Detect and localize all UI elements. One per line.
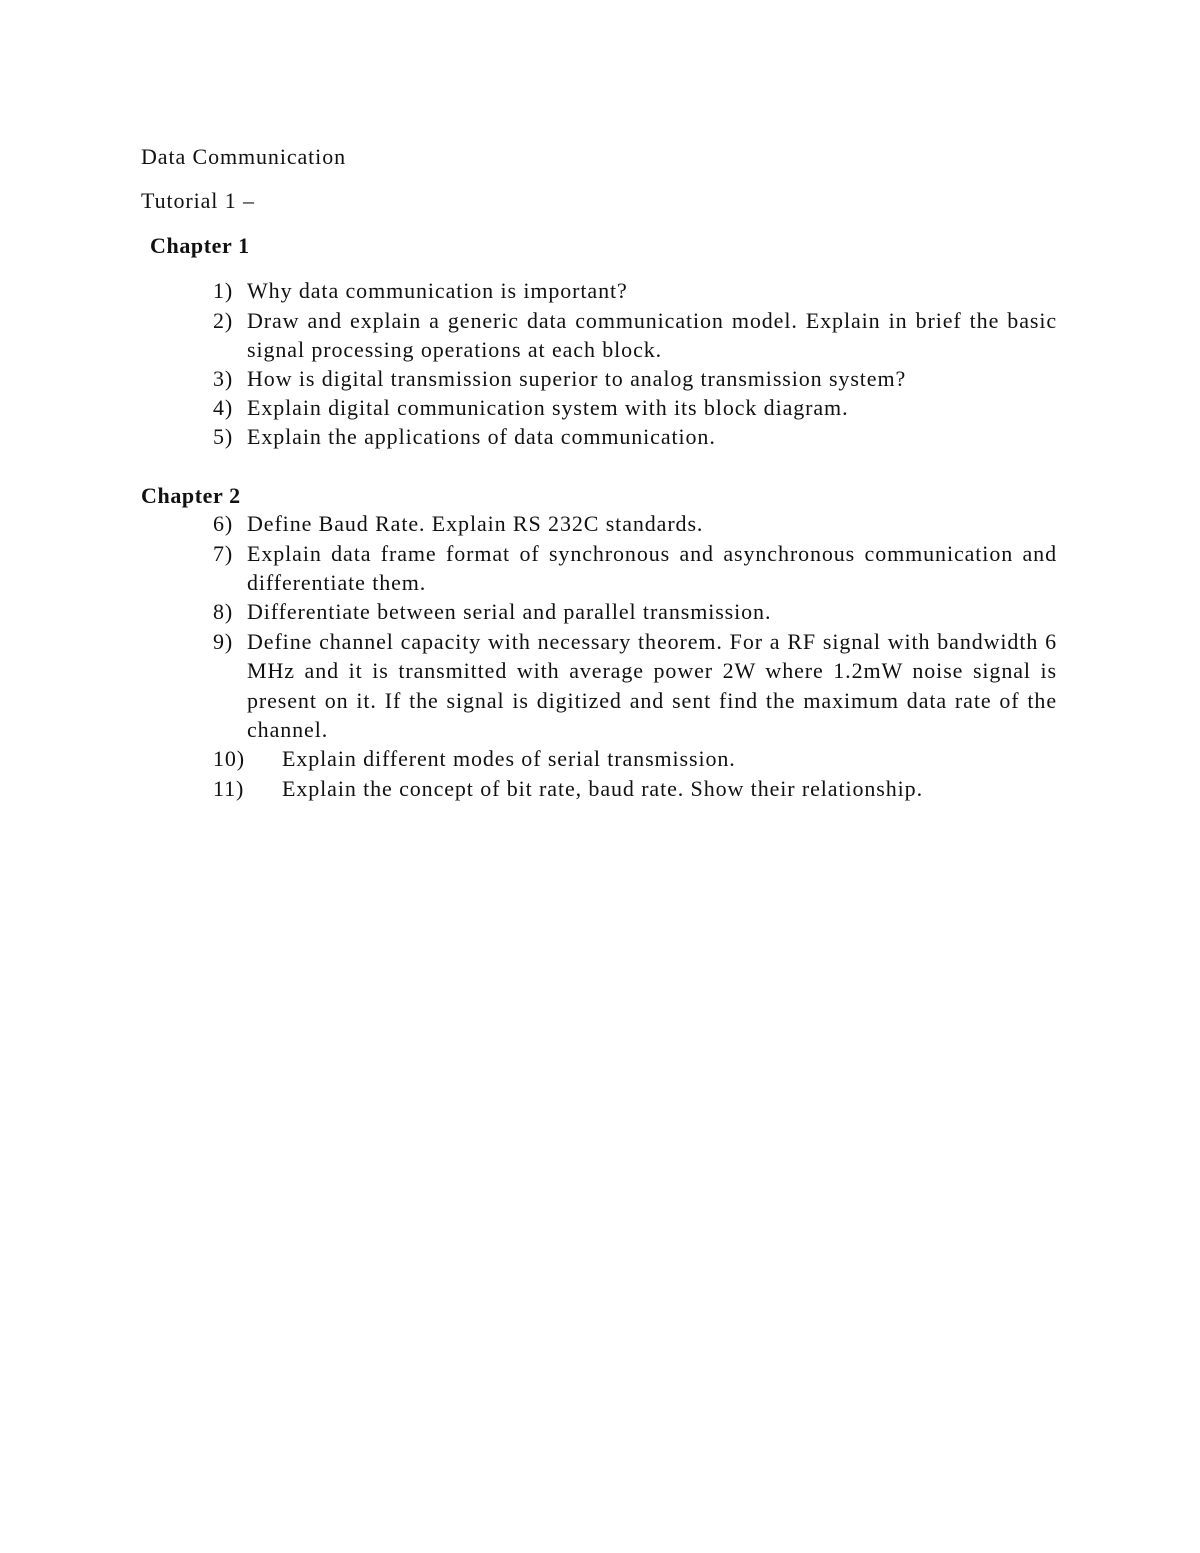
question-text: Explain different modes of serial transmission.	[282, 746, 736, 771]
question-number: 8)	[213, 599, 234, 624]
question-number: 11)	[213, 776, 245, 801]
question-text: Explain the applications of data communication.	[247, 424, 716, 449]
question-number: 9)	[213, 629, 234, 654]
question-text: Explain the concept of bit rate, baud rate. Show their relationship.	[282, 776, 923, 801]
question-number: 7)	[213, 541, 234, 566]
question-text: How is digital transmission superior to analog transmission system?	[247, 366, 907, 391]
document-title: Data Communication	[141, 144, 346, 169]
question-text: Define channel capacity with necessary theorem. For a RF signal with bandwidth 6 MHz and it is transmitted with average power 2W where 1.2mW noise signal is present on it. If the signal is digitized and sent find the maximum data rate of the channel.	[247, 629, 1057, 743]
chapter-2-heading: Chapter 2	[141, 483, 241, 508]
chapter-1-heading: Chapter 1	[150, 233, 250, 258]
question-number: 4)	[213, 395, 234, 420]
question-text: Why data communication is important?	[247, 278, 628, 303]
question-number: 5)	[213, 424, 234, 449]
question-number: 3)	[213, 366, 234, 391]
document-subtitle: Tutorial 1 –	[141, 188, 255, 213]
question-text: Differentiate between serial and parallel transmission.	[247, 599, 772, 624]
question-number: 2)	[213, 308, 234, 333]
question-text: Define Baud Rate. Explain RS 232C standards.	[247, 511, 704, 536]
question-number: 1)	[213, 278, 234, 303]
question-text: Explain digital communication system with its block diagram.	[247, 395, 849, 420]
question-text: Draw and explain a generic data communication model. Explain in brief the basic signal processing operations at each block.	[247, 308, 1057, 363]
question-number: 6)	[213, 511, 234, 536]
question-text: Explain data frame format of synchronous and asynchronous communication and differentiate them.	[247, 541, 1057, 596]
question-number: 10)	[213, 746, 246, 771]
